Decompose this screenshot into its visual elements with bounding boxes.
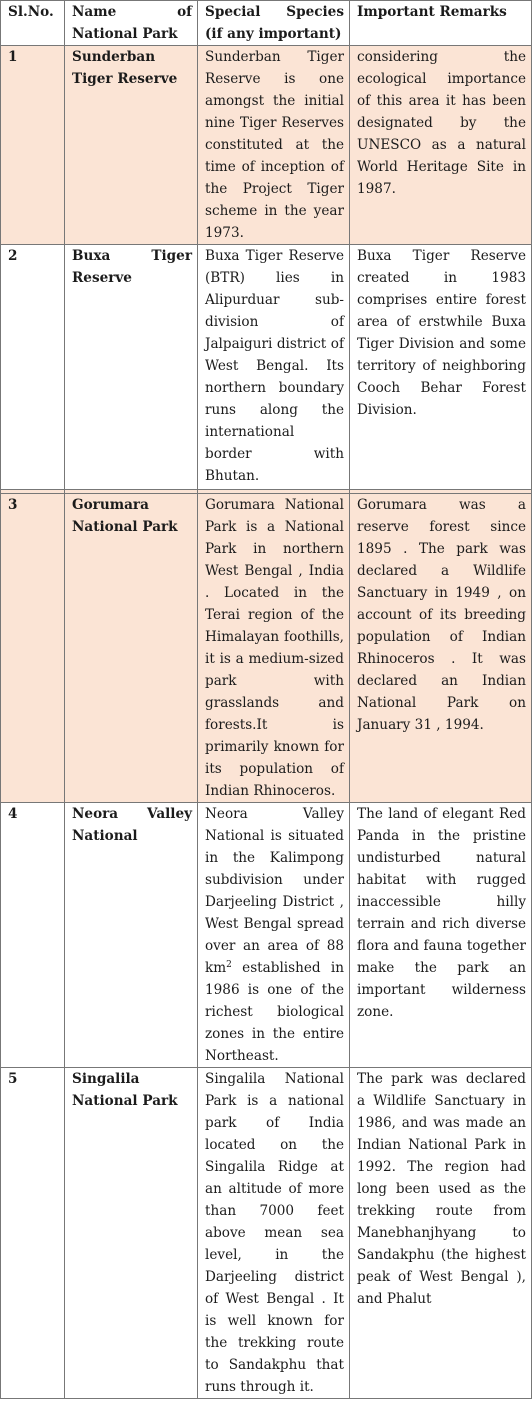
park-name: Buxa Tiger Reserve <box>65 245 198 490</box>
header-species: Special Species (if any important) <box>198 1 350 46</box>
remarks-cell: The land of elegant Red Panda in the pristine undisturbed natural habitat with rugged inaccessible hilly terrain and rich diverse flora and fauna together make the park an important wilderness zone. <box>350 803 532 1068</box>
row-number: 3 <box>1 494 65 803</box>
header-sl-no: Sl.No. <box>1 1 65 46</box>
species-cell: Gorumara National Park is a National Park in northern West Bengal , India . Located in the Terai region of the Himalayan foothills, it is a medium-sized park with grasslands and forests.It is primarily known for its population of Indian Rhinoceros. <box>198 494 350 803</box>
table-header-row <box>1 1 532 46</box>
header-name: Name of National Park <box>65 1 198 46</box>
row-number: 5 <box>1 1068 65 1399</box>
species-text: Neora Valley National is situated in the Kalimpong subdivision under Darjeeling District , West Bengal spread over an area of 88 km <box>205 806 344 976</box>
remarks-cell: Buxa Tiger Reserve created in 1983 comprises entire forest area of erstwhile Buxa Tiger Division and some territory of neighboring Cooch Behar Forest Division. <box>350 245 532 490</box>
table-row <box>1 803 532 1068</box>
park-name: Singalila National Park <box>65 1068 198 1399</box>
remarks-cell: Gorumara was a reserve forest since 1895 . The park was declared a Wildlife Sanctuary in 1949 , on account of its breeding population of Indian Rhinoceros . It was declared an Indian National Park on January 31 , 1994. <box>350 494 532 803</box>
park-name: Neora Valley National <box>65 803 198 1068</box>
park-name: Gorumara National Park <box>65 494 198 803</box>
species-cell <box>198 803 350 1068</box>
table-row <box>1 1068 532 1399</box>
species-cell: Singalila National Park is a national park of India located on the Singalila Ridge at an altitude of more than 7000 feet above mean sea level, in the Darjeeling district of West Bengal . It is well known for the trekking route to Sandakphu that runs through it. <box>198 1068 350 1399</box>
table-row <box>1 245 532 490</box>
table-row <box>1 494 532 803</box>
park-name: Sunderban Tiger Reserve <box>65 46 198 245</box>
row-number: 2 <box>1 245 65 490</box>
species-text-continued: established in 1986 is one of the richest biological zones in the entire Northeast. <box>205 960 344 1064</box>
header-remarks: Important Remarks <box>350 1 532 46</box>
superscript: 2 <box>226 960 232 970</box>
row-number: 4 <box>1 803 65 1068</box>
remarks-cell: The park was declared a Wildlife Sanctuary in 1986, and was made an Indian National Park in 1992. The region had long been used as the trekking route from Manebhanjhyang to Sandakphu (the highest peak of West Bengal ), and Phalut <box>350 1068 532 1399</box>
remarks-cell: considering the ecological importance of this area it has been designated by the UNESCO as a natural World Heritage Site in 1987. <box>350 46 532 245</box>
row-number: 1 <box>1 46 65 245</box>
species-cell: Sunderban Tiger Reserve is one amongst the initial nine Tiger Reserves constituted at the time of inception of the Project Tiger scheme in the year 1973. <box>198 46 350 245</box>
species-cell: Buxa Tiger Reserve (BTR) lies in Alipurduar sub-division of Jalpaiguri district of West Bengal. Its northern boundary runs along the international border with Bhutan. <box>198 245 350 490</box>
table-row <box>1 46 532 245</box>
